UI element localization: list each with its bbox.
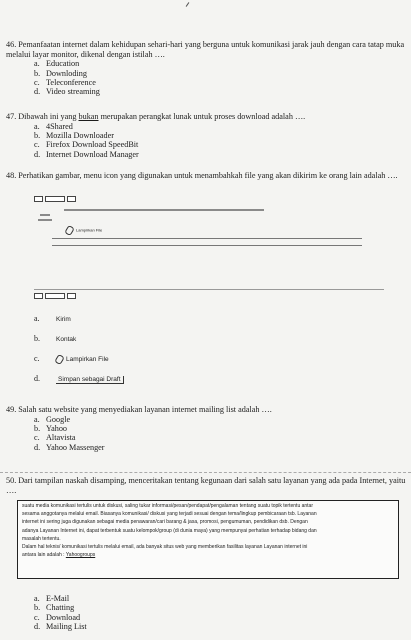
toolbar-buttons — [34, 196, 76, 202]
option-b[interactable]: b. Chatting — [34, 603, 75, 613]
pen-mark — [186, 2, 190, 7]
toolbar-button — [45, 196, 64, 202]
option-b[interactable]: b. Yahoo — [34, 424, 68, 433]
option-a[interactable]: a. Education — [34, 59, 80, 69]
question-number: 49. — [6, 405, 17, 414]
option-d[interactable]: d. Mailing List — [34, 622, 87, 632]
option-b[interactable]: b. Mozilla Downloader — [34, 131, 114, 140]
option-d[interactable]: d. Internet Download Manager — [34, 149, 139, 159]
email-compose-screenshot — [34, 196, 384, 258]
option-b[interactable]: b. Downloding — [34, 68, 87, 78]
option-c[interactable]: c. Firefox Download SpeedBit — [34, 140, 139, 150]
toolbar-button — [67, 293, 76, 299]
question-46 — [6, 40, 406, 97]
option-b[interactable]: b. Kontak — [34, 334, 77, 343]
options-list — [6, 594, 406, 632]
header-fields — [34, 206, 384, 224]
bottom-buttons — [34, 293, 76, 299]
option-a[interactable]: a. 4Shared — [34, 121, 73, 131]
website-link: Yahoogroups — [65, 552, 96, 559]
option-a[interactable]: a. Google — [34, 414, 71, 424]
divider — [0, 472, 411, 473]
question-number: 48. — [6, 171, 17, 180]
question-47: 47. Dibawah ini yang bukan merupakan perangkat lunak untuk proses download adalah …. a. 4Shared b. Mozilla Downloader c. Firefox Download SpeedBit d. Internet Download Manager — [6, 112, 406, 159]
option-c[interactable]: c. Lampirkan File — [34, 354, 109, 363]
question-number: 46. — [6, 40, 17, 49]
divider — [34, 289, 384, 290]
emphasis-word: bukan — [78, 112, 99, 121]
question-48: 48. Perhatikan gambar, menu icon yang digunakan untuk menambahkah file yang akan dikirim ke orang lain adalah …. — [6, 171, 398, 180]
option-d[interactable]: d. Video streaming — [34, 87, 100, 97]
toolbar-button — [67, 196, 76, 202]
option-a[interactable]: a. E-Mail — [34, 594, 70, 603]
options-list — [6, 59, 406, 97]
options-list — [6, 122, 406, 160]
option-c[interactable]: c. Download — [34, 612, 81, 622]
question-49: 49. Salah satu website yang menyediakan layanan internet mailing list adalah …. a. Google b. Yahoo c. Altavista d. Yahoo Massenger — [6, 405, 406, 452]
toolbar-button — [45, 293, 64, 299]
question-number: 47. — [6, 112, 17, 121]
reading-passage: suatu media komunikasi tertulis untuk diskusi, saling tukar informasi/pesan/pendapat/pengalaman tentang suatu topik tertentu antar sesama anggotanya melalui email. Biasanya komunikasi/ diskusi yang terjadi sesuai dengan tema/lingkup pembicaraan tsb. Layanan internet ini sering juga digunakan sebagai media penawaran/cari barang & jasa, promosi, pengumuman, pendidikan dsb. Dengan adanya Layanan Internet ini, dapat terbentuk suatu kelompok/group (di dunia maya) yang mempunyai perhatian terhadap bidang dan masalah tertentu. Dalam hal teknis/ komunikasi tertulis melalui email, ada banyak situs web yang memberikan fasilitas layanan Layanan internet ini antara lain adalah : Yahoogroups — [17, 500, 399, 579]
question-stem: Pemanfaatan internet dalam kehidupan sehari-hari yang berguna untuk komunikasi jarak jauh dengan cara tatap muka melalui layar monitor, dikenal dengan istilah …. — [6, 40, 405, 59]
option-c[interactable]: c. Teleconference — [34, 78, 96, 87]
option-d[interactable]: d. Yahoo Massenger — [34, 442, 105, 452]
attach-file-link: Lampirkan File — [66, 226, 102, 235]
option-d[interactable]: d. Simpan sebagai Draft — [34, 374, 124, 384]
toolbar-button — [34, 293, 43, 299]
question-50-options — [6, 594, 406, 632]
format-toolbar — [52, 238, 362, 246]
options-list — [6, 415, 406, 453]
option-c[interactable]: c. Altavista — [34, 433, 76, 443]
paperclip-icon — [64, 225, 75, 236]
option-a[interactable]: a. Kirim — [34, 314, 71, 323]
toolbar-button — [34, 196, 43, 202]
question-number: 50. — [6, 476, 17, 485]
question-50: 50. Dari tampilan naskah disamping, menceritakan tentang kegunaan dari salah satu layanan yang ada pada Internet, yaitu …. — [6, 476, 406, 495]
